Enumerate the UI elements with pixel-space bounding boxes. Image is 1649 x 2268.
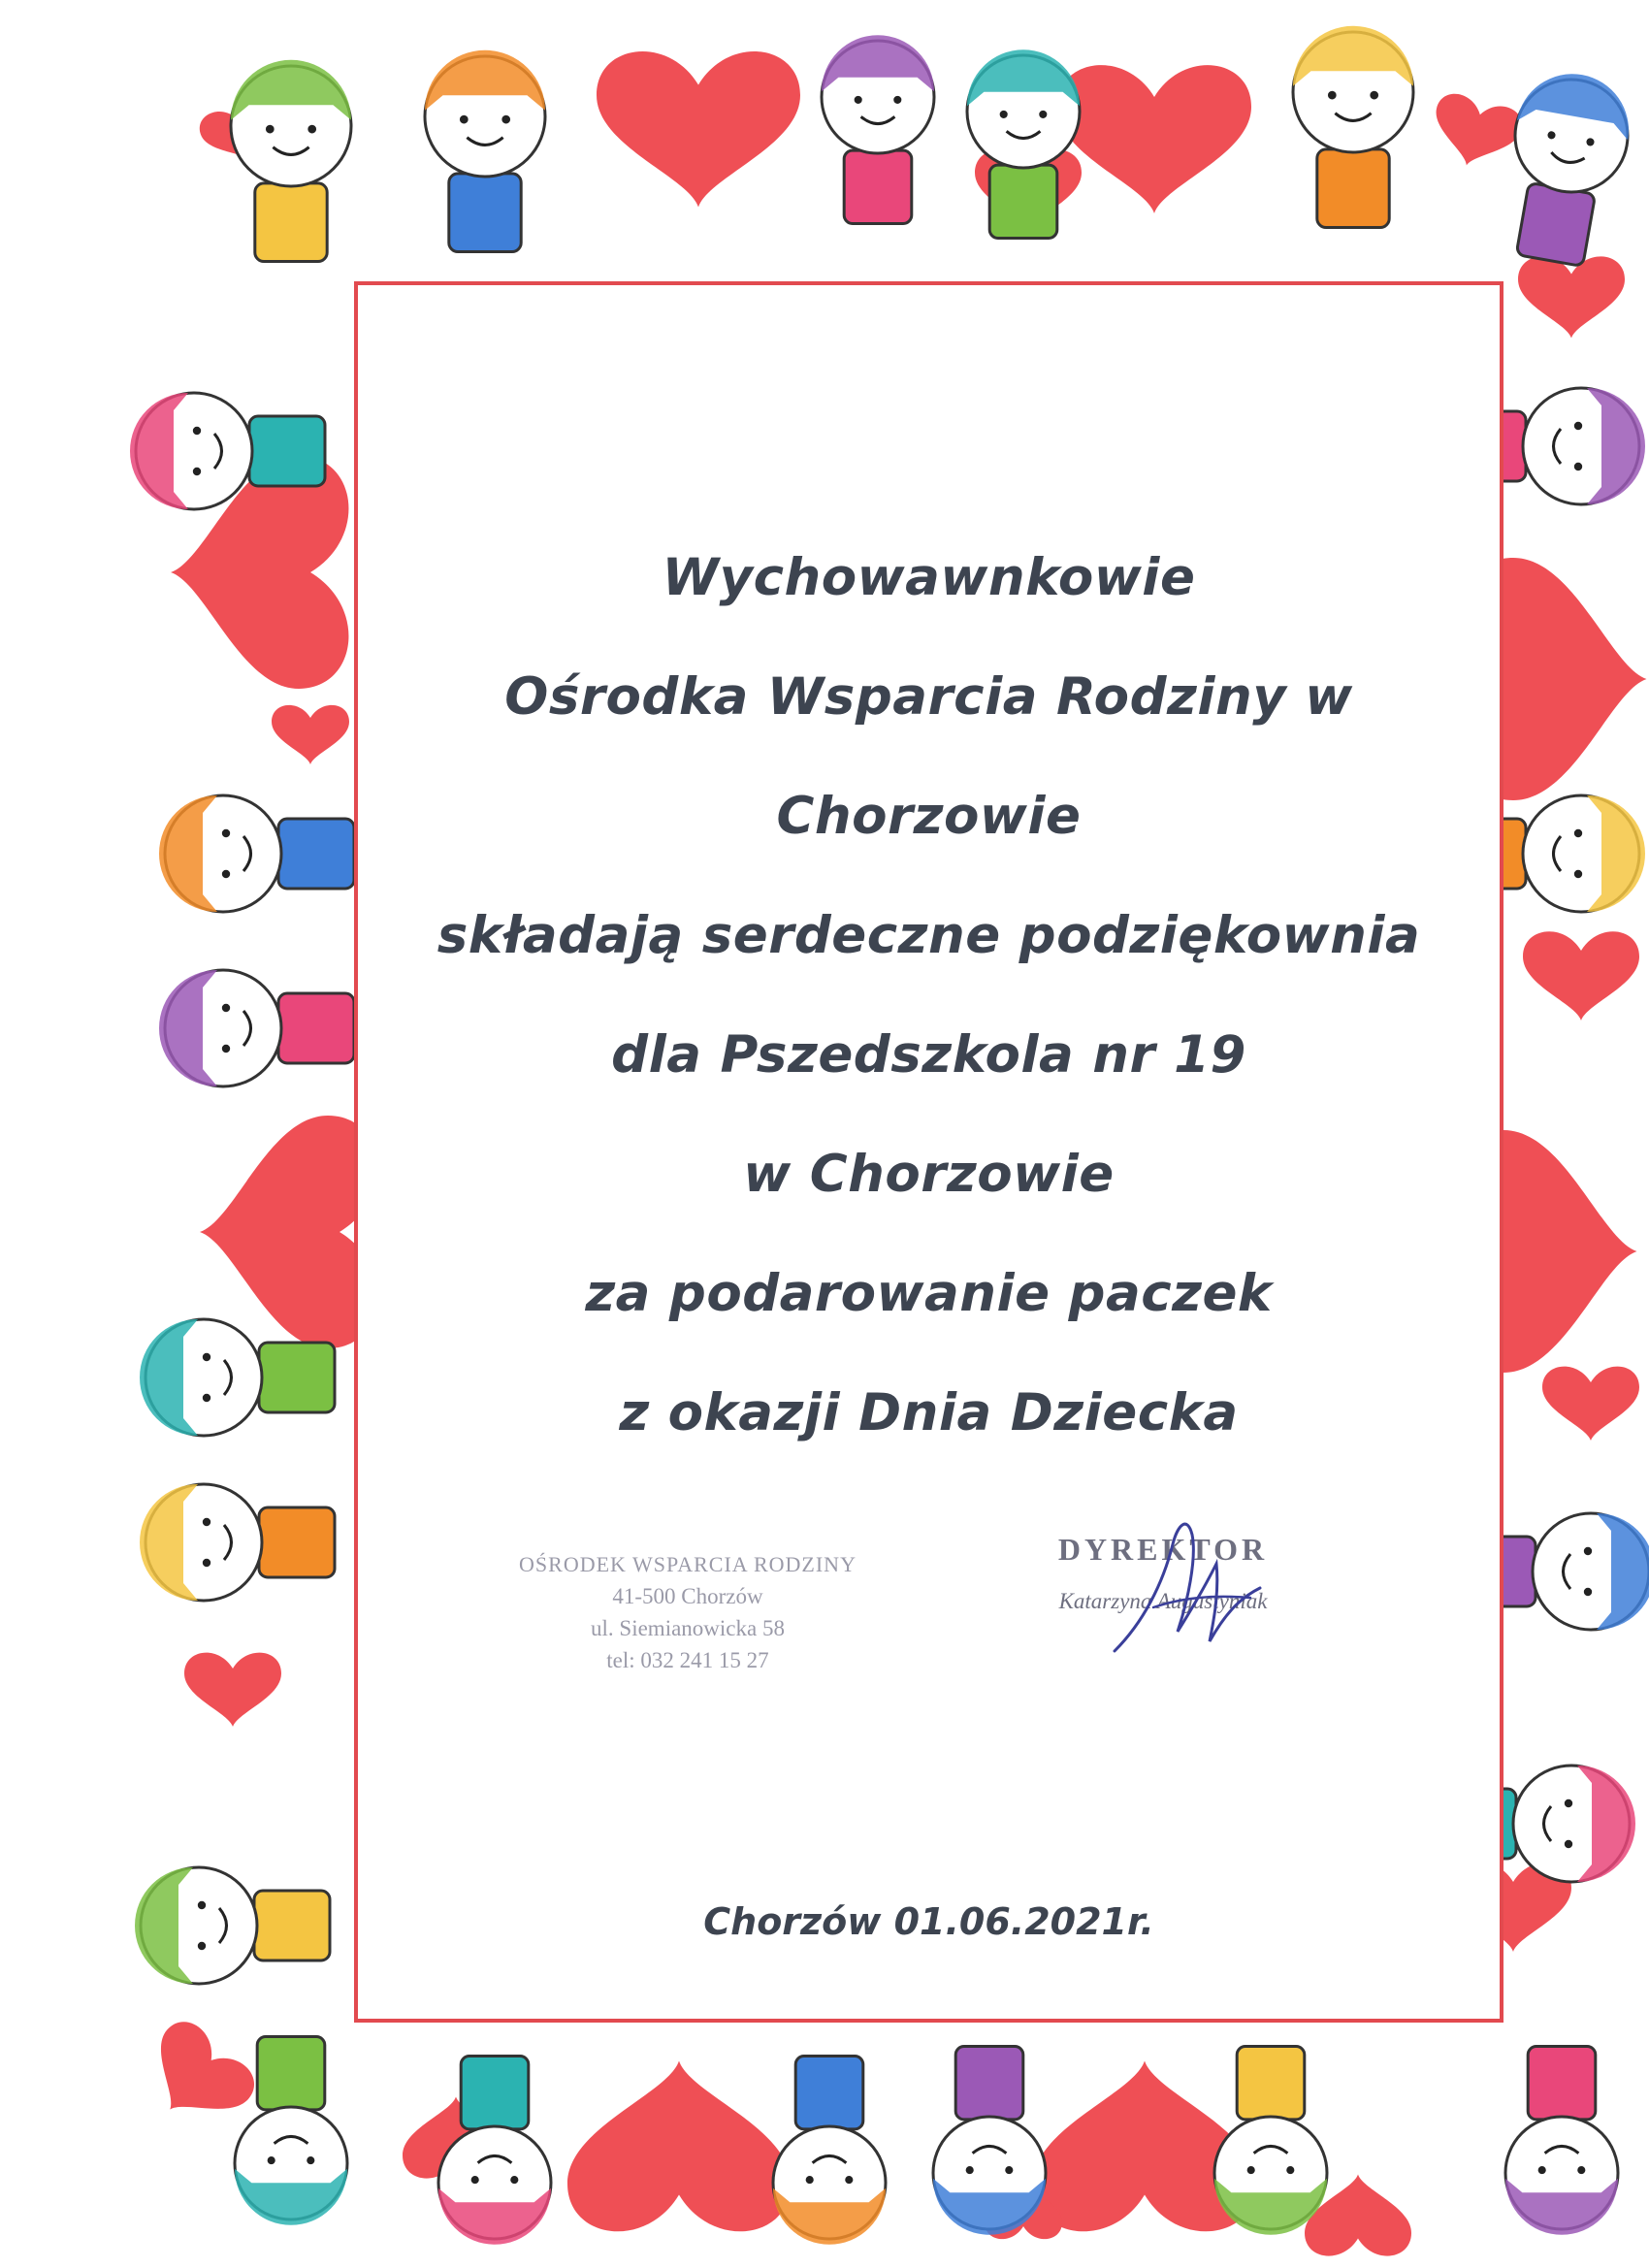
- handwritten-signature: [1095, 1506, 1279, 1670]
- child-figure-icon: [1293, 26, 1413, 228]
- child-figure-icon: [438, 2057, 551, 2245]
- heart-icon: [200, 1116, 377, 1348]
- institution-stamp: [436, 1548, 940, 1676]
- child-figure-icon: [933, 2047, 1046, 2235]
- child-figure-icon: [1214, 2047, 1327, 2235]
- message-line: z okazji Dnia Dziecka: [619, 1383, 1239, 1442]
- child-figure-icon: [159, 970, 354, 1086]
- heart-icon: [1542, 1367, 1639, 1441]
- stamp-name: OŚRODEK WSPARCIA RODZINY: [519, 1552, 857, 1576]
- child-figure-icon: [231, 60, 351, 262]
- director-title: DYREKTOR: [1057, 1532, 1269, 1567]
- child-figure-icon: [235, 2037, 347, 2225]
- child-figure-icon: [140, 1484, 335, 1601]
- message-line: Wychowawnkowie: [662, 548, 1196, 607]
- child-figure-icon: [967, 49, 1080, 238]
- child-figure-icon: [773, 2057, 886, 2245]
- stamp-city: 41-500 Chorzów: [612, 1584, 763, 1608]
- director-name: Katarzyna Augustyniak: [1058, 1589, 1268, 1613]
- message-line: dla Pszedszkola nr 19: [611, 1025, 1246, 1085]
- child-figure-icon: [1494, 65, 1637, 270]
- message-line: w Chorzowie: [743, 1145, 1115, 1204]
- heart-icon: [129, 2013, 263, 2144]
- thank-you-message: [358, 518, 1500, 1473]
- stamp-phone: tel: 032 241 15 27: [606, 1648, 769, 1672]
- message-line: za podarowanie paczek: [585, 1264, 1273, 1323]
- heart-icon: [567, 2061, 791, 2232]
- child-figure-icon: [159, 795, 354, 912]
- child-figure-icon: [425, 50, 545, 252]
- heart-icon: [1518, 256, 1625, 338]
- message-line: Chorzowie: [776, 787, 1082, 846]
- child-figure-icon: [822, 35, 934, 223]
- heart-icon: [272, 705, 349, 764]
- heart-icon: [1424, 89, 1526, 177]
- heart-icon: [1057, 65, 1251, 213]
- child-figure-icon: [135, 1867, 330, 1984]
- certificate-card: [354, 281, 1504, 2023]
- stamp-street: ul. Siemianowicka 58: [591, 1616, 785, 1640]
- message-line: Ośrodka Wsparcia Rodziny w: [504, 667, 1353, 727]
- heart-icon: [597, 51, 800, 208]
- heart-icon: [184, 1653, 281, 1727]
- issue-date: Chorzów 01.06.2021r.: [703, 1900, 1154, 1943]
- child-figure-icon: [1505, 2047, 1618, 2235]
- heart-icon: [1523, 931, 1639, 1021]
- message-line: składają serdeczne podziękownia: [436, 906, 1421, 965]
